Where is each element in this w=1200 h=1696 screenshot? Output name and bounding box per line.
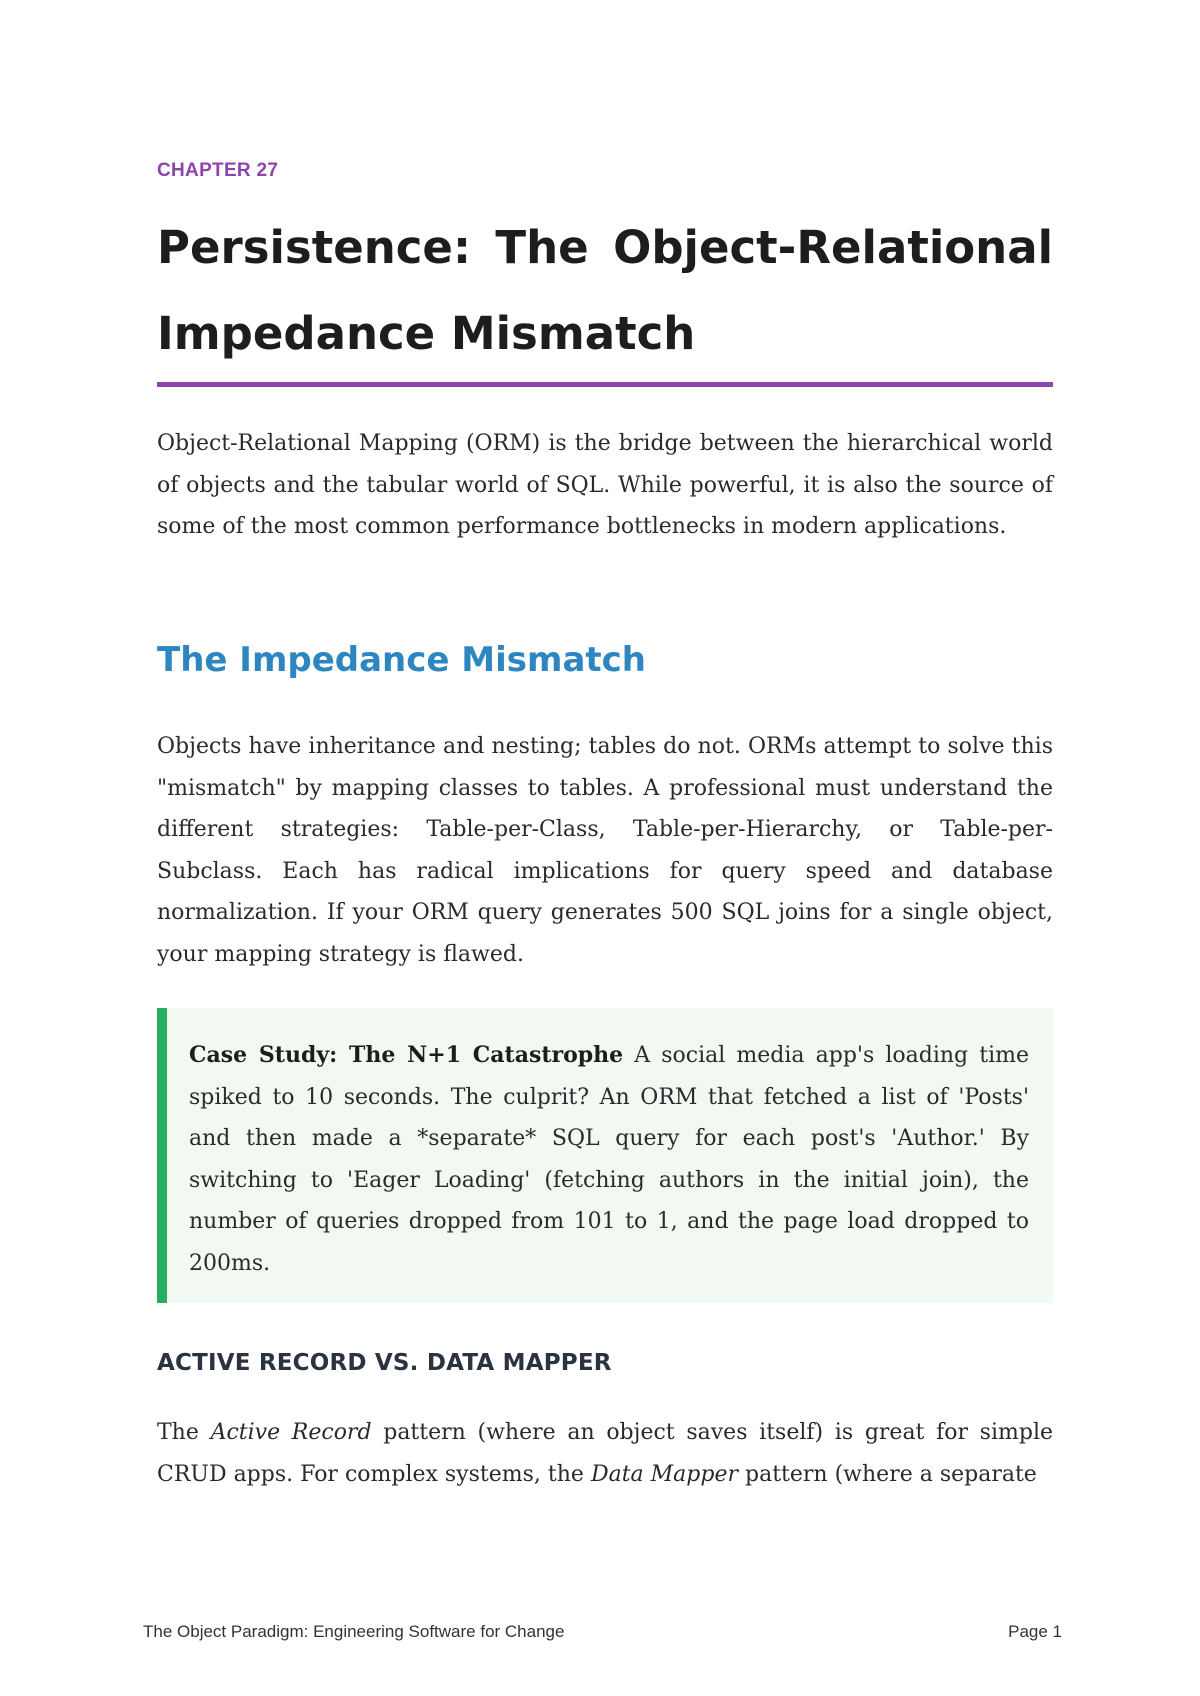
active-record-paragraph <box>157 1412 1053 1495</box>
footer-book-title: The Object Paradigm: Engineering Software for Change <box>143 1622 565 1641</box>
term-data-mapper: Data Mapper <box>590 1461 739 1487</box>
title-divider <box>157 382 1053 387</box>
term-active-record: Active Record <box>210 1420 372 1445</box>
case-study-text <box>189 1035 1029 1284</box>
subheading-active-record-vs-data-mapper: ACTIVE RECORD VS. DATA MAPPER <box>157 1350 612 1376</box>
case-study-title: Case Study: The N+1 Catastrophe <box>189 1042 624 1068</box>
paragraph-text-segment: The <box>157 1420 211 1445</box>
chapter-title: Persistence: The Object-Relational Impedance Mismatch <box>157 221 1053 360</box>
chapter-label: CHAPTER 27 <box>157 160 279 181</box>
case-study-body: A social media app's loading time spiked to 10 seconds. The culprit? An ORM that fetched a list of 'Posts' and then made a *separate* SQL query for each post's 'Author.' By switching to 'Eager Loading' (fetching authors in the initial join), the number of queries dropped from 101 to 1, and the page load dropped to 200ms. <box>189 1043 1029 1276</box>
section-heading-impedance-mismatch: The Impedance Mismatch <box>157 640 647 680</box>
paragraph-text-segment: pattern (where a separate <box>738 1461 1037 1487</box>
footer-page-number: Page 1 <box>1008 1622 1062 1641</box>
paragraph-text-segment: pattern (where an object saves itself) is great for simple CRUD apps. For complex systems, the <box>157 1420 1054 1487</box>
case-study-callout <box>157 1008 1053 1303</box>
impedance-mismatch-paragraph: Objects have inheritance and nesting; tables do not. ORMs attempt to solve this "mismatch" by mapping classes to tables. A professional must understand the different strategies: Table-per-Class, Table-per-Hierarchy, or Table-per-Subclass. Each has radical implications for query speed and database normalization. If your ORM query generates 500 SQL joins for a single object, your mapping strategy is flawed. <box>157 734 1053 967</box>
intro-paragraph: Object-Relational Mapping (ORM) is the bridge between the hierarchical world of objects and the tabular world of SQL. While powerful, it is also the source of some of the most common performance bottlenecks in modern applications. <box>157 431 1053 539</box>
